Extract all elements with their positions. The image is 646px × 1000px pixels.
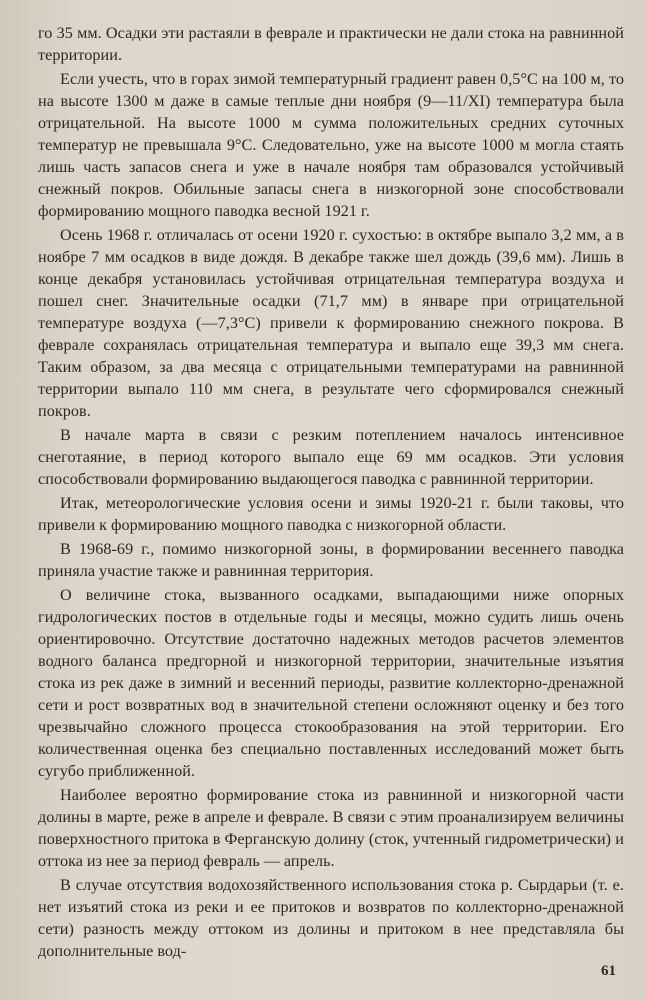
paragraph-7: О величине стока, вызванного осадками, выпадающими ниже опорных гидрологических постов в отдельные годы и месяцы, можно судить лишь очень ориентировочно. Отсутствие достаточно надежных методов расчетов элементов водного баланса предгорной и низкогорной территории, значительные изъятия стока из рек даже в зимний и весенний периоды, развитие коллекторно-дренажной сети и рост возвратных вод в значительной степени осложняют оценку и без того чрезвычайно сложного процесса стокообразования на этой территории. Его количественная оценка без специально поставленных исследований может быть сугубо приближенной. bbox=[38, 586, 624, 780]
page-number: 61 bbox=[601, 963, 616, 979]
paragraph-8: Наиболее вероятно формирование стока из равнинной и низкогорной части долины в марте, реже в апреле и феврале. В связи с этим проанализируем величины поверхностного притока в Ферганскую долину (сток, учтенный гидрометрически) и оттока из нее за период февраль — апрель. bbox=[38, 786, 624, 870]
body-text bbox=[38, 22, 624, 962]
paragraph-2: Если учесть, что в горах зимой температурный градиент равен 0,5°С на 100 м, то на высоте 1300 м даже в самые теплые дни ноября (9—11/XI) температура была отрицательной. На высоте 1000 м сумма положительных средних суточных температур не превышала 9°С. Следовательно, уже на высоте 1000 м могла стаять лишь часть запасов снега и уже в начале ноября там образовался устойчивый снежный покров. Обильные запасы снега в низкогорной зоне способствовали формированию мощного паводка весной 1921 г. bbox=[38, 70, 624, 220]
paragraph-6: В 1968-69 г., помимо низкогорной зоны, в формировании весеннего паводка приняла участие также и равнинная территория. bbox=[38, 540, 624, 580]
paragraph-4: В начале марта в связи с резким потеплением началось интенсивное снеготаяние, в период которого выпало еще 69 мм осадков. Эти условия способствовали формированию выдающегося паводка с равнинной территории. bbox=[38, 426, 624, 488]
paragraph-9: В случае отсутствия водохозяйственного использования стока р. Сырдарьи (т. е. нет изъятий стока из реки и ее притоков и возвратов по коллекторно-дренажной сети) разность между оттоком из долины и притоком в нее представляла бы дополнительные вод- bbox=[38, 876, 624, 960]
paragraph-3: Осень 1968 г. отличалась от осени 1920 г. сухостью: в октябре выпало 3,2 мм, а в ноябре 7 мм осадков в виде дождя. В декабре также шел дождь (39,6 мм). Лишь в конце декабря установилась устойчивая отрицательная температура воздуха и пошел снег. Значительные осадки (71,7 мм) в январе при отрицательной температуре воздуха (—7,3°С) привели к формированию снежного покрова. В феврале сохранялась отрицательная температура и выпало еще 39,3 мм снега. Таким образом, за два месяца с отрицательными температурами на равнинной территории выпало 110 мм снега, в результате чего сформировался снежный покров. bbox=[38, 226, 624, 420]
paragraph-5: Итак, метеорологические условия осени и зимы 1920-21 г. были таковы, что привели к формированию мощного паводка с низкогорной области. bbox=[38, 494, 624, 534]
paragraph-1: го 35 мм. Осадки эти растаяли в феврале и практически не дали стока на равнинной территории. bbox=[38, 24, 624, 64]
